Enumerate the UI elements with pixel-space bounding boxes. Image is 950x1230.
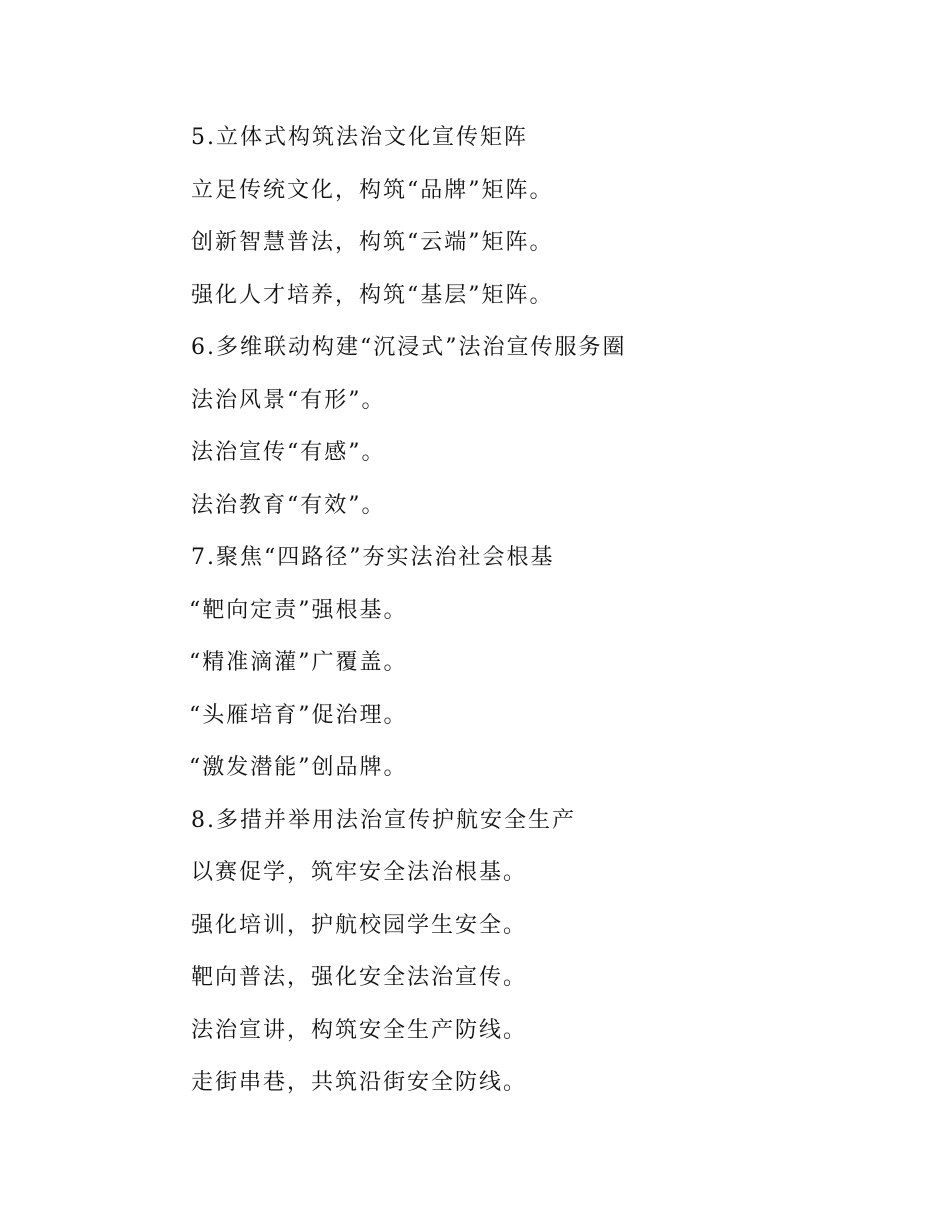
- text-line: 走街串巷，共筑沿街安全防线。: [191, 1070, 528, 1095]
- section-heading-5: 5.立体式构筑法治文化宣传矩阵: [191, 125, 528, 150]
- text-line: 靶向普法，强化安全法治宣传。: [191, 965, 528, 990]
- document-body: [191, 112, 891, 1110]
- text-line: “精准滴灌”广覆盖。: [189, 650, 408, 675]
- text-line: 法治宣传“有感”。: [191, 440, 386, 465]
- text-line: 法治宣讲，构筑安全生产防线。: [191, 1017, 528, 1043]
- text-line: 立足传统文化，构筑“品牌”矩阵。: [191, 177, 554, 203]
- text-line: 法治教育“有效”。: [191, 492, 386, 518]
- text-line: 法治风景“有形”。: [191, 387, 386, 413]
- text-line: “激发潜能”创品牌。: [189, 755, 408, 780]
- text-line: 创新智慧普法，构筑“云端”矩阵。: [191, 230, 554, 255]
- text-line: 强化人才培养，构筑“基层”矩阵。: [191, 282, 554, 308]
- text-line: 强化培训，护航校园学生安全。: [191, 912, 528, 938]
- section-heading-8: 8.多措并举用法治宣传护航安全生产: [191, 807, 576, 833]
- text-line: “靶向定责”强根基。: [189, 597, 408, 623]
- text-line: “头雁培育”促治理。: [189, 702, 408, 728]
- section-heading-6: 6.多维联动构建“沉浸式”法治宣传服务圈: [191, 335, 627, 360]
- text-line: 以赛促学，筑牢安全法治根基。: [191, 860, 528, 885]
- section-heading-7: 7.聚焦“四路径”夯实法治社会根基: [191, 545, 555, 570]
